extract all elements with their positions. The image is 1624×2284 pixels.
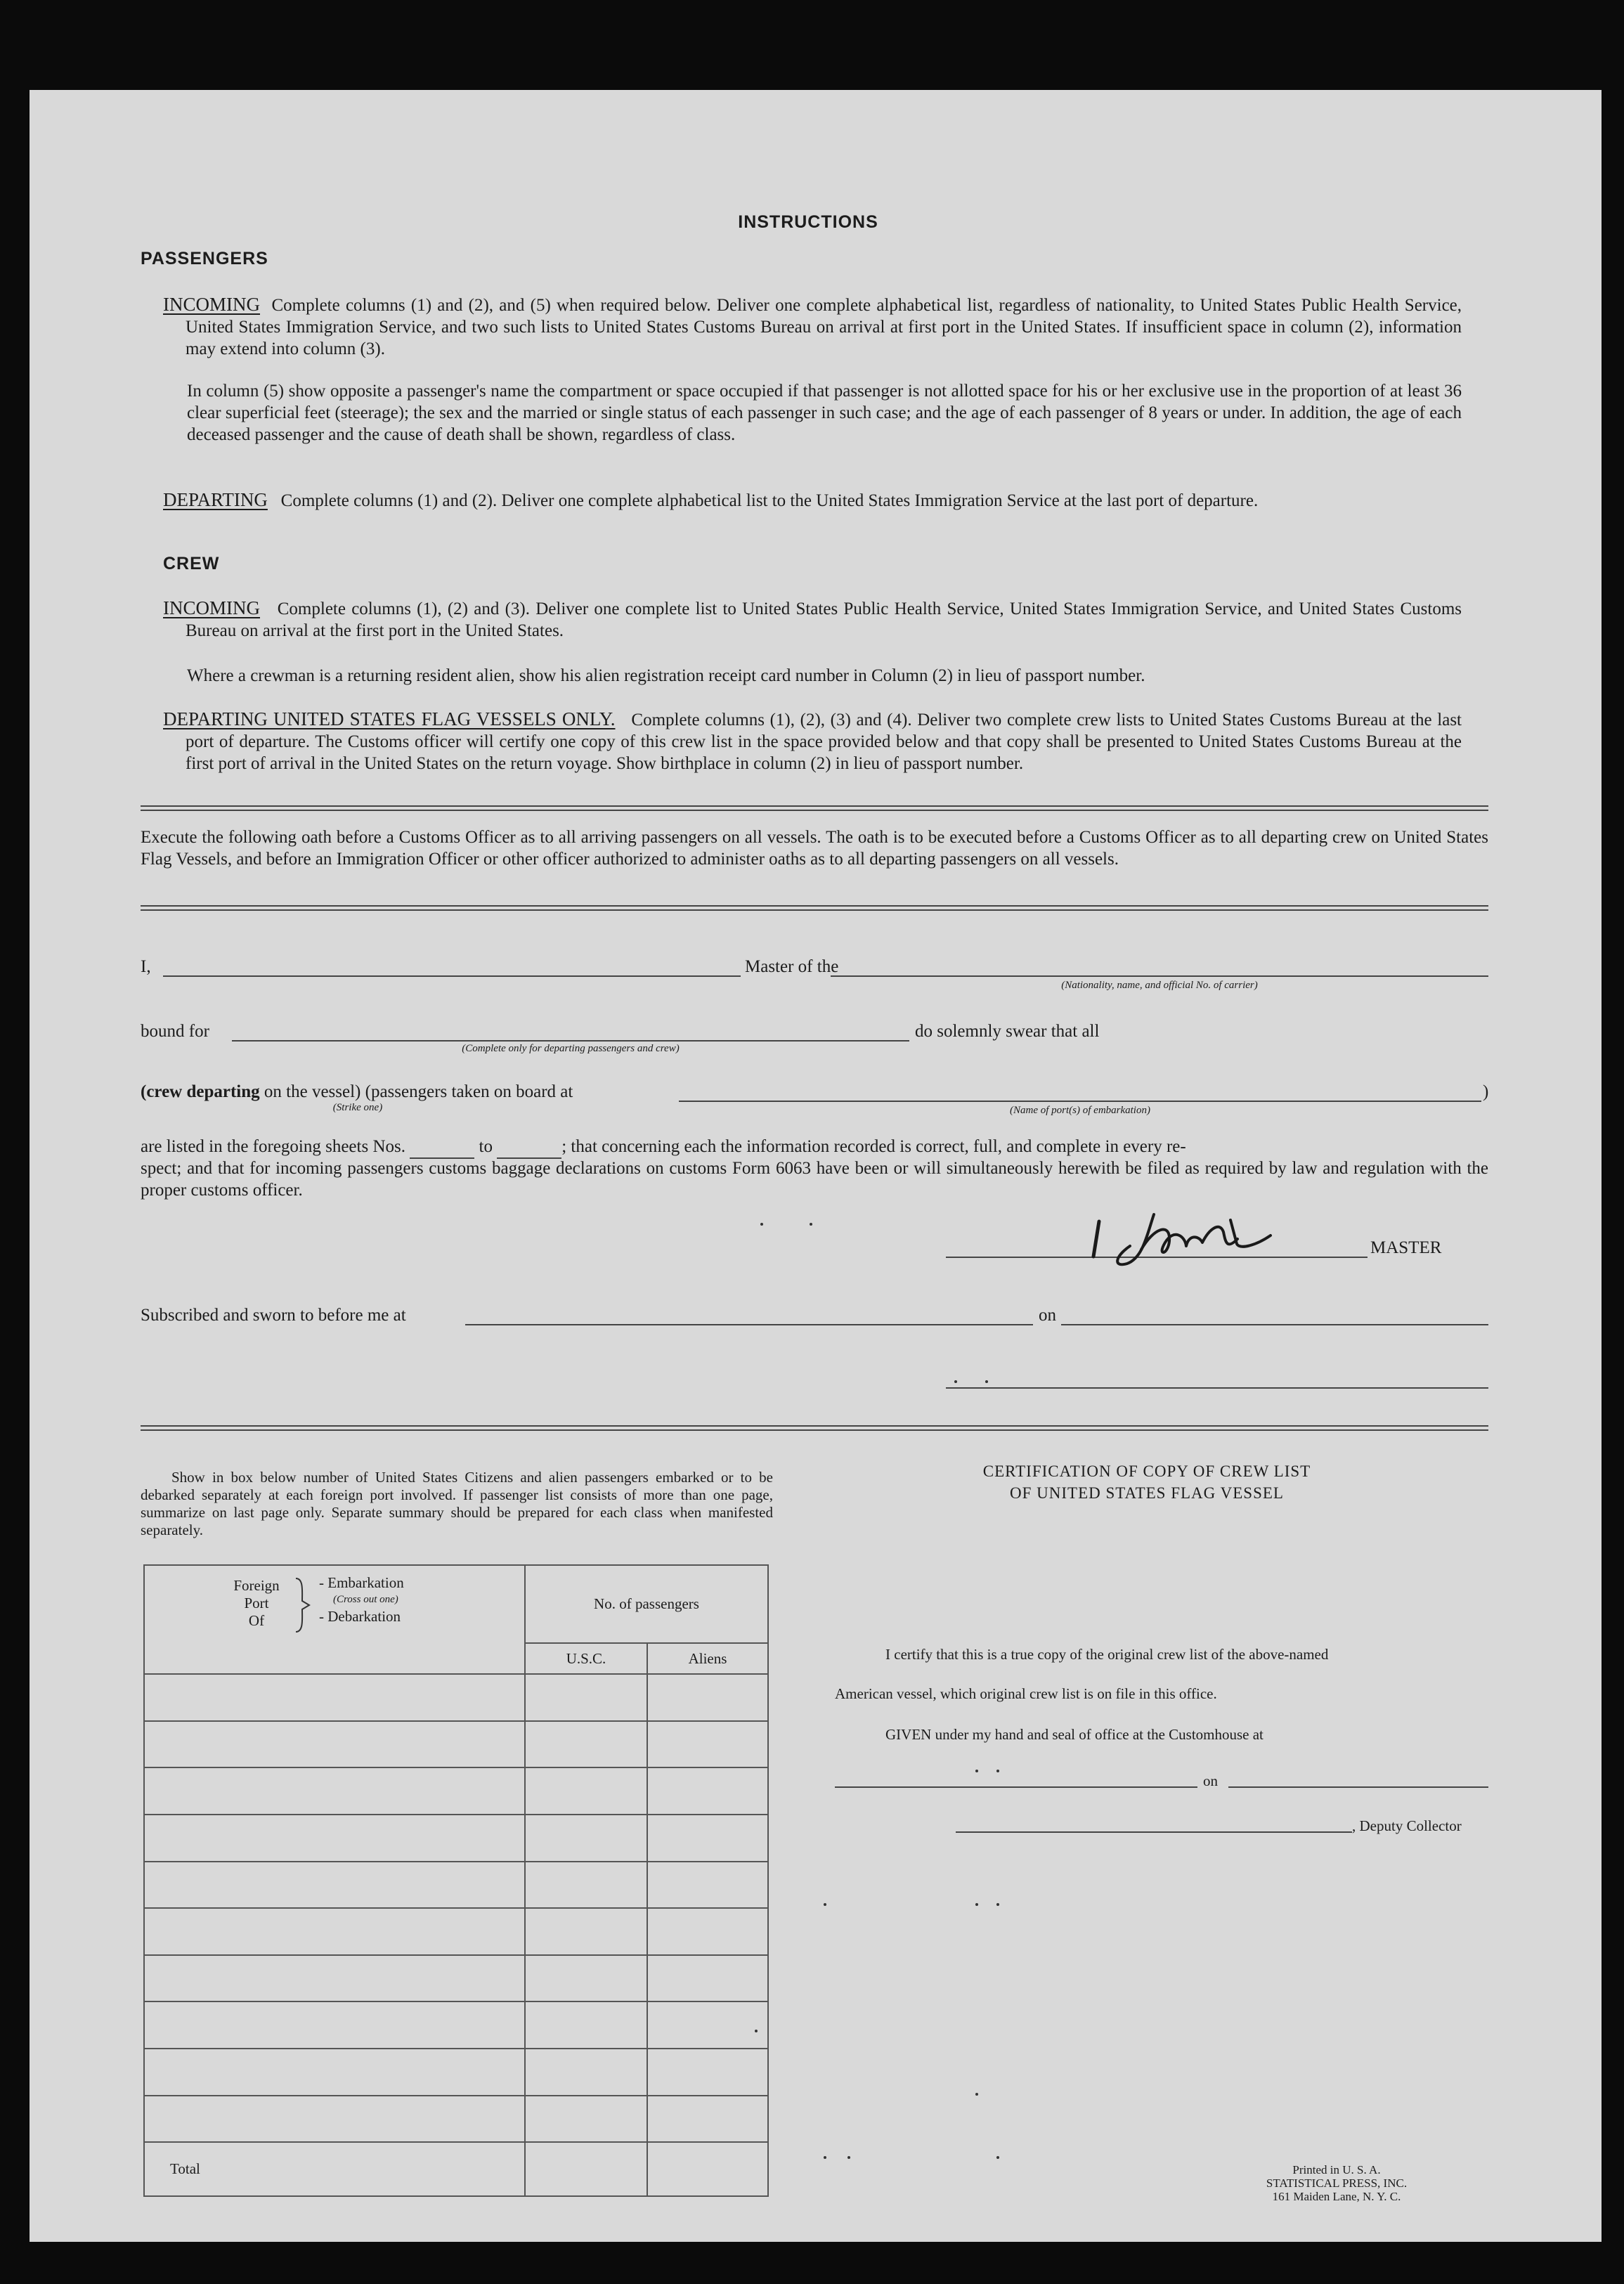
sheets-line — [141, 1136, 1186, 1159]
crew-departing-label: DEPARTING UNITED STATES FLAG VESSELS ONLY. — [163, 708, 616, 729]
port-cell[interactable] — [144, 1908, 525, 1955]
usc-cell[interactable] — [525, 2049, 647, 2096]
scan-speck — [985, 1380, 988, 1383]
port-label: Port — [244, 1595, 269, 1611]
printer-line3: 161 Maiden Lane, N. Y. C. — [1272, 2190, 1401, 2203]
oath-body: spect; and that for incoming passengers customs baggage declarations on customs Form 6063 have been or will simultaneously herewith be filed as required by law and regulation with the proper customs officer. — [141, 1159, 1488, 1200]
summary-instructions: Show in box below number of United States Citizens and alien passengers embarked or to be debarked separately at each foreign port involved. If passenger list consists of more than one page, summarize on last page only. Separate summary should be prepared for each class when manifested separately. — [141, 1469, 773, 1538]
strike-one-caption: (Strike one) — [332, 1102, 383, 1113]
crew-incoming-text: Complete columns (1), (2) and (3). Deliver one complete list to United States Public Health Service, United States Immigration Service, and United States Customs Bureau on arrival at the first port in the United States. — [186, 599, 1462, 640]
oath-i-label: I, — [141, 957, 151, 976]
bracket-icon — [294, 1577, 312, 1633]
usc-cell[interactable] — [525, 2096, 647, 2143]
bound-for-label: bound for — [141, 1022, 209, 1041]
scan-speck — [755, 2030, 758, 2032]
deputy-collector-signature-line[interactable] — [956, 1831, 1352, 1833]
scan-speck — [975, 1770, 978, 1772]
crew-passengers-line — [141, 1081, 573, 1103]
embark-debark-labels — [319, 1574, 404, 1625]
aliens-cell[interactable] — [647, 1815, 768, 1862]
section-divider — [141, 905, 1488, 911]
embarkation-port-caption: (Name of port(s) of embarkation) — [1010, 1105, 1150, 1116]
master-of-label: Master of the — [745, 957, 839, 976]
bound-for-caption: (Complete only for departing passengers and crew) — [462, 1043, 680, 1054]
port-cell[interactable] — [144, 1955, 525, 2002]
instructions-title: INSTRUCTIONS — [738, 212, 878, 232]
aliens-total-cell[interactable] — [647, 2142, 768, 2196]
cert-date-field[interactable] — [1228, 1786, 1488, 1788]
aliens-cell[interactable] — [647, 1721, 768, 1768]
usc-total-cell[interactable] — [525, 2142, 647, 2196]
passengers-incoming-paragraph — [163, 294, 1462, 360]
section-divider — [141, 805, 1488, 811]
foreign-label: Foreign — [233, 1577, 280, 1594]
usc-cell[interactable] — [525, 1862, 647, 1909]
sheet-to-field[interactable] — [497, 1136, 561, 1159]
usc-header: U.S.C. — [525, 1643, 647, 1674]
passengers-departing-label: DEPARTING — [163, 489, 268, 510]
embarkation-label: - Embarkation — [319, 1574, 404, 1591]
printer-line2: STATISTICAL PRESS, INC. — [1266, 2176, 1408, 2190]
scan-speck — [996, 2156, 999, 2159]
crew-incoming-paragraph — [163, 597, 1462, 642]
crew-resident-paragraph: Where a crewman is a returning resident alien, show his alien registration receipt card number in Column (2) in lieu of passport number. — [187, 666, 1145, 685]
cert-on-label: on — [1203, 1772, 1218, 1789]
sheets-to-label: to — [479, 1137, 493, 1156]
customhouse-field[interactable] — [835, 1786, 1197, 1788]
port-cell[interactable] — [144, 1767, 525, 1815]
handwritten-signature — [1086, 1207, 1276, 1271]
oath-intro: Execute the following oath before a Customs Officer as to all arriving passengers on all vessels. The oath is to be executed before a Customs Officer as to all departing crew on United States Flag Vessels, and before an Immigration Officer or other officer authorized to administer oaths as to all departing passengers on all vessels. — [141, 828, 1488, 869]
embarkation-port-field[interactable] — [679, 1101, 1481, 1102]
sheets-label: are listed in the foregoing sheets Nos. — [141, 1137, 405, 1156]
usc-cell[interactable] — [525, 1674, 647, 1721]
scan-speck — [975, 1903, 978, 1906]
crew-departing-paragraph — [163, 708, 1462, 774]
aliens-header: Aliens — [647, 1643, 768, 1674]
swear-label: do solemnly swear that all — [915, 1022, 1100, 1041]
usc-cell[interactable] — [525, 1767, 647, 1815]
scan-speck — [824, 1903, 826, 1906]
given-line: GIVEN under my hand and seal of office at the Customhouse at — [885, 1726, 1264, 1743]
usc-cell[interactable] — [525, 2001, 647, 2049]
bound-for-field[interactable] — [232, 1040, 909, 1042]
subscribed-label: Subscribed and sworn to before me at — [141, 1306, 406, 1325]
crew-incoming-label: INCOMING — [163, 597, 260, 618]
port-cell[interactable] — [144, 1674, 525, 1721]
sworn-date-field[interactable] — [1061, 1324, 1488, 1325]
aliens-cell[interactable] — [647, 1955, 768, 2002]
port-cell[interactable] — [144, 2049, 525, 2096]
scan-speck — [810, 1223, 812, 1226]
no-of-passengers-header: No. of passengers — [525, 1565, 768, 1643]
master-label: MASTER — [1370, 1238, 1442, 1257]
scan-speck — [975, 2093, 978, 2096]
passengers-departing-text: Complete columns (1) and (2). Deliver one complete alphabetical list to the United States Immigration Service at the last port of departure. — [280, 491, 1259, 510]
section-divider — [141, 1425, 1488, 1431]
officer-signature-line[interactable] — [946, 1387, 1488, 1389]
aliens-cell[interactable] — [647, 2096, 768, 2143]
certification-title-line1: CERTIFICATION OF COPY OF CREW LIST — [982, 1462, 1311, 1480]
certify-line2: American vessel, which original crew list is on file in this office. — [835, 1685, 1217, 1702]
port-cell[interactable] — [144, 2096, 525, 2143]
aliens-cell[interactable] — [647, 2001, 768, 2049]
carrier-caption: (Nationality, name, and official No. of carrier) — [1061, 980, 1258, 991]
debarkation-label: - Debarkation — [319, 1608, 401, 1625]
total-label: Total — [144, 2142, 525, 2196]
printer-imprint — [1224, 2163, 1449, 2203]
sheets-text: ; that concerning each the information recorded is correct, full, and complete in every re- — [561, 1137, 1186, 1156]
aliens-cell[interactable] — [647, 1862, 768, 1909]
foreign-port-label — [225, 1577, 288, 1630]
passengers-incoming-label: INCOMING — [163, 294, 260, 315]
usc-cell[interactable] — [525, 1815, 647, 1862]
aliens-cell[interactable] — [647, 1674, 768, 1721]
printer-line1: Printed in U. S. A. — [1292, 2163, 1381, 2176]
aliens-cell[interactable] — [647, 1908, 768, 1955]
aliens-cell[interactable] — [647, 1767, 768, 1815]
passengers-departing-paragraph — [163, 489, 1462, 512]
aliens-cell[interactable] — [647, 2049, 768, 2096]
of-label: Of — [248, 1612, 265, 1629]
scan-speck — [996, 1770, 999, 1772]
scan-speck — [824, 2156, 826, 2159]
certification-title-line2: OF UNITED STATES FLAG VESSEL — [1010, 1484, 1284, 1502]
master-name-field[interactable] — [163, 975, 741, 977]
document-page — [30, 90, 1602, 2242]
passengers-incoming-text: Complete columns (1) and (2), and (5) when required below. Deliver one complete alphabetical list, regardless of nationality, to United States Public Health Service, United States Immigration Service, and two such lists to United States Customs Bureau on arrival at first port in the United States. If insufficient space in column (2), information may extend into column (3). — [186, 296, 1462, 358]
passengers-heading: PASSENGERS — [141, 249, 268, 268]
usc-cell[interactable] — [525, 1955, 647, 2002]
deputy-collector-label: , Deputy Collector — [1352, 1817, 1462, 1834]
usc-cell[interactable] — [525, 1721, 647, 1768]
scan-speck — [996, 1903, 999, 1906]
usc-cell[interactable] — [525, 1908, 647, 1955]
crew-heading: CREW — [163, 554, 220, 573]
sheet-from-field[interactable] — [410, 1136, 474, 1159]
port-cell[interactable] — [144, 1721, 525, 1768]
scan-speck — [954, 1380, 957, 1383]
port-header-cell — [144, 1565, 525, 1674]
certify-line1: I certify that this is a true copy of the original crew list of the above-named — [885, 1646, 1329, 1663]
port-cell[interactable] — [144, 1815, 525, 1862]
carrier-field[interactable] — [831, 975, 1488, 977]
passengers-taken-label: on the vessel) (passengers taken on board at — [259, 1082, 573, 1101]
sworn-location-field[interactable] — [465, 1324, 1033, 1325]
passenger-summary-table — [143, 1564, 769, 2197]
crew-departing-label: (crew departing — [141, 1082, 260, 1101]
scan-speck — [760, 1223, 763, 1226]
sworn-on-label: on — [1039, 1306, 1056, 1325]
cross-out-caption: (Cross out one) — [333, 1594, 398, 1605]
crew-departing-text: Complete columns (1), (2), (3) and (4). Deliver two complete crew lists to United States Customs Bureau at the last port of departure. The Customs officer will certify one copy of this crew list in the space provided below and that copy shall be presented to United States Customs Bureau at the first port of arrival in the United States on the return voyage. Show birthplace in column (2) in lieu of passport number. — [186, 710, 1462, 773]
close-paren: ) — [1483, 1082, 1489, 1101]
port-cell[interactable] — [144, 2001, 525, 2049]
port-cell[interactable] — [144, 1862, 525, 1909]
column5-paragraph: In column (5) show opposite a passenger's name the compartment or space occupied if that passenger is not allotted space for his or her exclusive use in the proportion of at least 36 clear superficial feet (steerage); the sex and the married or single status of each passenger in such case; and the age of each passenger of 8 years or under. In addition, the age of each deceased passenger and the cause of death shall be shown, regardless of class. — [187, 382, 1462, 444]
scan-speck — [847, 2156, 850, 2159]
certification-title — [859, 1460, 1435, 1504]
